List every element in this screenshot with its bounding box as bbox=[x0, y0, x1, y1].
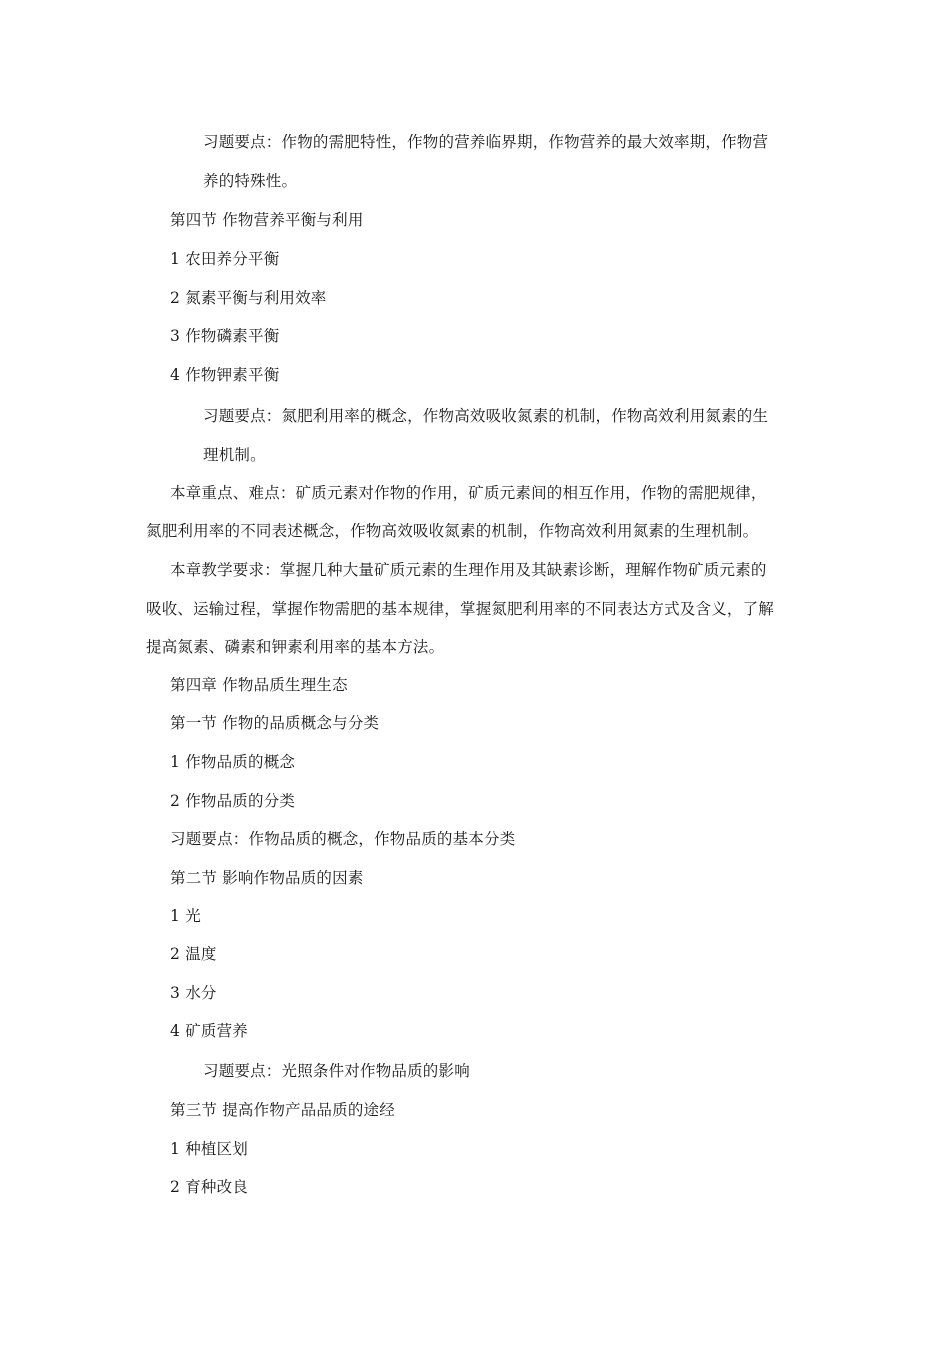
list-item: 1 光 bbox=[170, 907, 201, 925]
key-points-paragraph-line-2: 氮肥利用率的不同表述概念，作物高效吸收氮素的机制，作物高效利用氮素的生理机制。 bbox=[146, 522, 759, 540]
list-item: 2 作物品质的分类 bbox=[170, 792, 296, 810]
list-item: 1 作物品质的概念 bbox=[170, 753, 296, 771]
exercise-points-line-1: 习题要点：氮肥利用率的概念，作物高效吸收氮素的机制，作物高效利用氮素的生 bbox=[203, 407, 769, 425]
exercise-points-line: 习题要点：光照条件对作物品质的影响 bbox=[203, 1062, 470, 1080]
section-heading: 第三节 提高作物产品品质的途经 bbox=[170, 1101, 395, 1119]
list-item: 1 种植区划 bbox=[170, 1140, 248, 1158]
section-heading: 第一节 作物的品质概念与分类 bbox=[170, 714, 380, 732]
list-item: 2 温度 bbox=[170, 945, 217, 963]
teaching-requirements-line-1: 本章教学要求：掌握几种大量矿质元素的生理作用及其缺素诊断，理解作物矿质元素的 bbox=[170, 561, 767, 579]
section-heading: 第二节 影响作物品质的因素 bbox=[170, 869, 364, 887]
list-item: 4 矿质营养 bbox=[170, 1022, 248, 1040]
exercise-points-line: 习题要点：作物品质的概念，作物品质的基本分类 bbox=[170, 830, 516, 848]
chapter-heading: 第四章 作物品质生理生态 bbox=[170, 676, 348, 694]
list-item: 3 作物磷素平衡 bbox=[170, 327, 280, 345]
exercise-points-line-2: 养的特殊性。 bbox=[203, 172, 298, 190]
exercise-points-line-2: 理机制。 bbox=[203, 446, 266, 464]
list-item: 3 水分 bbox=[170, 984, 217, 1002]
exercise-points-line-1: 习题要点：作物的需肥特性，作物的营养临界期，作物营养的最大效率期，作物营 bbox=[203, 133, 769, 151]
section-heading: 第四节 作物营养平衡与利用 bbox=[170, 211, 364, 229]
list-item: 2 氮素平衡与利用效率 bbox=[170, 289, 327, 307]
key-points-paragraph-line-1: 本章重点、难点：矿质元素对作物的作用，矿质元素间的相互作用，作物的需肥规律， bbox=[170, 484, 767, 502]
teaching-requirements-line-2: 吸收、运输过程，掌握作物需肥的基本规律，掌握氮肥利用率的不同表达方式及含义，了解 bbox=[146, 600, 775, 618]
list-item: 4 作物钾素平衡 bbox=[170, 366, 280, 384]
list-item: 2 育种改良 bbox=[170, 1178, 248, 1196]
list-item: 1 农田养分平衡 bbox=[170, 250, 280, 268]
teaching-requirements-line-3: 提高氮素、磷素和钾素利用率的基本方法。 bbox=[146, 638, 445, 656]
